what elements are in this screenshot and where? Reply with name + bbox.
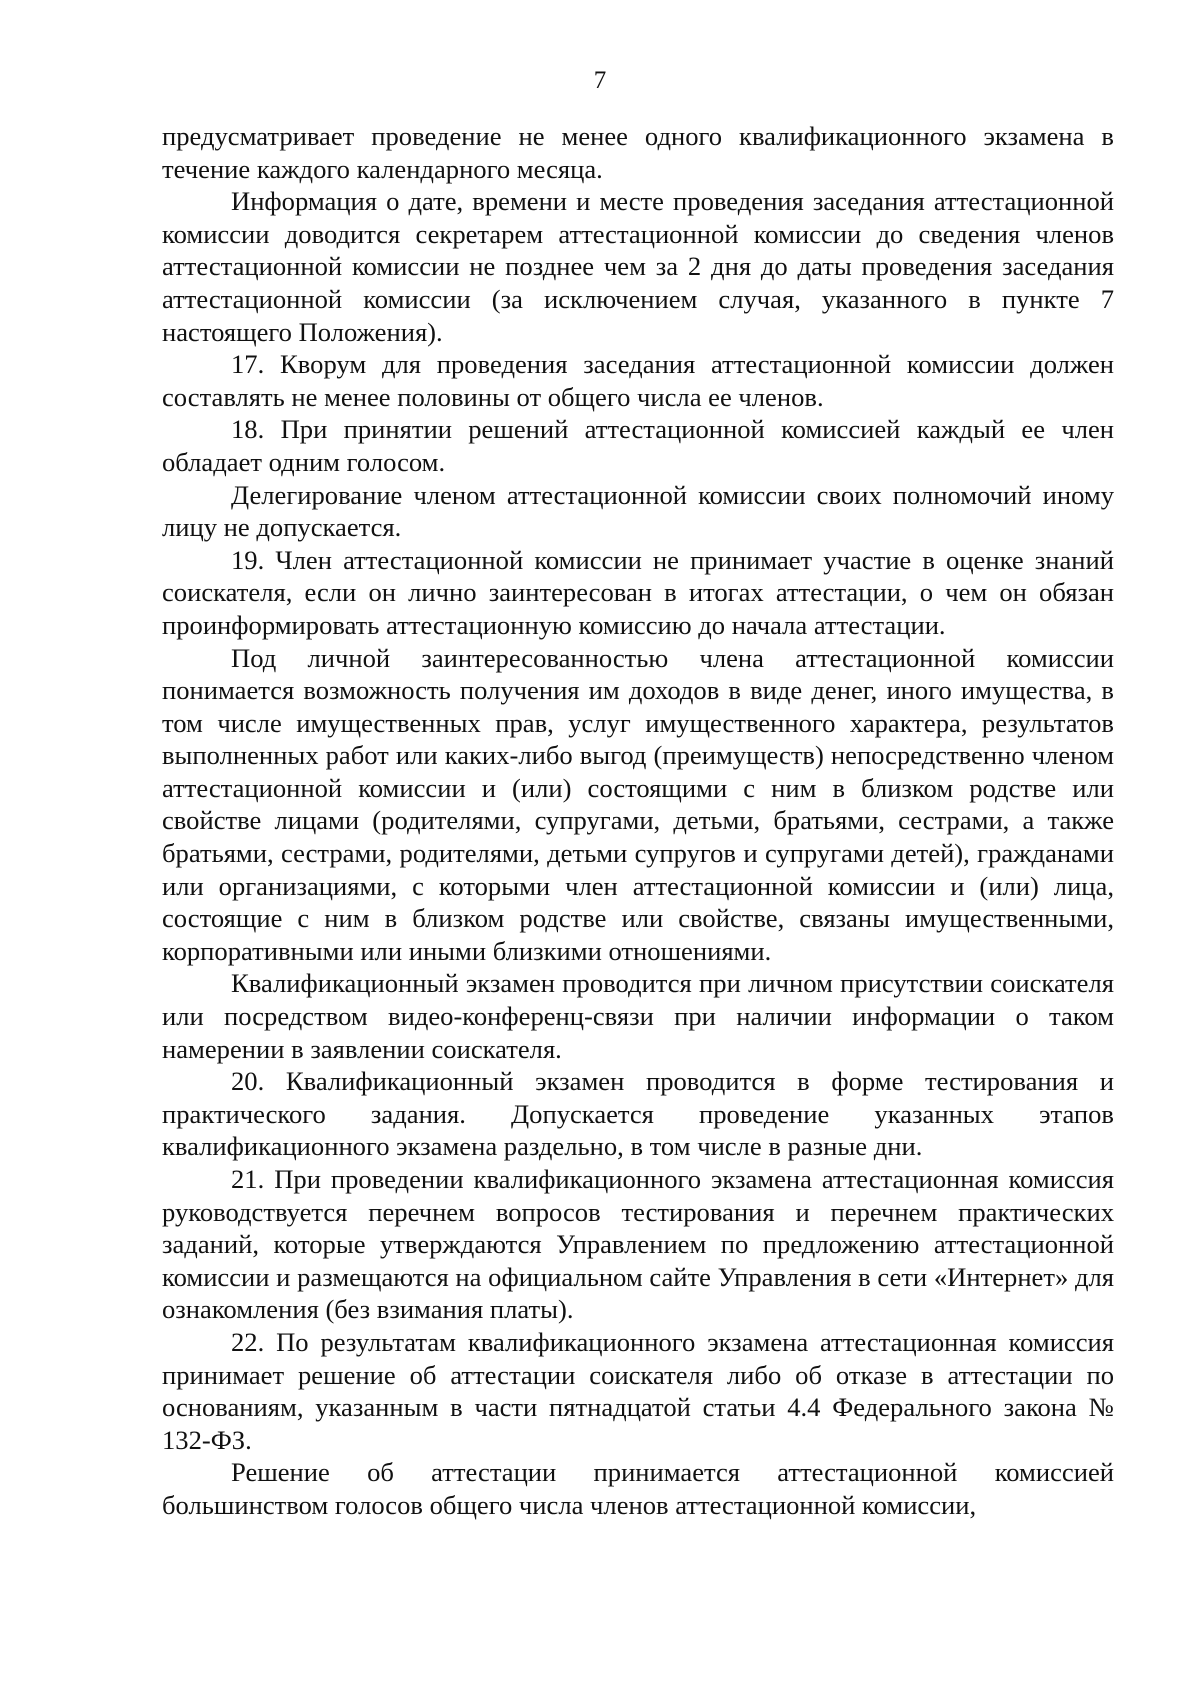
- paragraph: 20. Квалификационный экзамен проводится в форме тестирования и практического задания. Допускается проведение указанных этапов квалификационного экзамена раздельно, в том числе в разные дни.: [162, 1066, 1114, 1162]
- paragraph: предусматривает проведение не менее одного квалификационного экзамена в течение каждого календарного месяца.: [162, 121, 1114, 184]
- paragraph: 21. При проведении квалификационного экзамена аттестационная комиссия руководствуется перечнем вопросов тестирования и перечнем практических заданий, которые утверждаются Управлением по предложению аттестационной комиссии и размещаются на официальном сайте Управления в сети «Интернет» для ознакомления (без взимания платы).: [162, 1164, 1114, 1325]
- paragraph: Квалификационный экзамен проводится при личном присутствии соискателя или посредством видео-конференц-связи при наличии информации о таком намерении в заявлении соискателя.: [162, 968, 1114, 1064]
- paragraph: 17. Кворум для проведения заседания аттестационной комиссии должен составлять не менее половины от общего числа ее членов.: [162, 349, 1114, 412]
- page-number: 7: [593, 67, 607, 94]
- paragraph: Делегирование членом аттестационной комиссии своих полномочий иному лицу не допускается.: [162, 479, 1114, 543]
- paragraph: Под личной заинтересованностью члена аттестационной комиссии понимается возможность получения им доходов в виде денег, иного имущества, в том числе имущественных прав, услуг имущественного характера, результатов выполненных работ или каких-либо выгод (преимуществ) непосредственно членом аттестационной комиссии и (или) состоящими с ним в близком родстве или свойстве лицами (родителями, супругами, детьми, братьями, сестрами, а также братьями, сестрами, родителями, детьми супругов и супругами детей), гражданами или организациями, с которыми член аттестационной комиссии и (или) лица, состоящие с ним в близком родстве или свойстве, связаны имущественными, корпоративными или иными близкими отношениями.: [162, 642, 1114, 966]
- paragraph: 19. Член аттестационной комиссии не принимает участие в оценке знаний соискателя, если он лично заинтересован в итогах аттестации, о чем он обязан проинформировать аттестационную комиссию до начала аттестации.: [162, 544, 1114, 640]
- paragraph: 18. При принятии решений аттестационной комиссией каждый ее член обладает одним голосом.: [162, 414, 1114, 477]
- paragraph: Решение об аттестации принимается аттестационной комиссией большинством голосов общего числа членов аттестационной комиссии,: [162, 1457, 1114, 1520]
- paragraph: Информация о дате, времени и месте проведения заседания аттестационной комиссии доводится секретарем аттестационной комиссии до сведения членов аттестационной комиссии не позднее чем за 2 дня до даты проведения заседания аттестационной комиссии (за исключением случая, указанного в пункте 7 настоящего Положения).: [162, 186, 1114, 347]
- document-body: [162, 120, 1114, 1522]
- paragraph: 22. По результатам квалификационного экзамена аттестационная комиссия принимает решение об аттестации соискателя либо об отказе в аттестации по основаниям, указанным в части пятнадцатой статьи 4.4 Федерального закона № 132-ФЗ.: [162, 1326, 1114, 1455]
